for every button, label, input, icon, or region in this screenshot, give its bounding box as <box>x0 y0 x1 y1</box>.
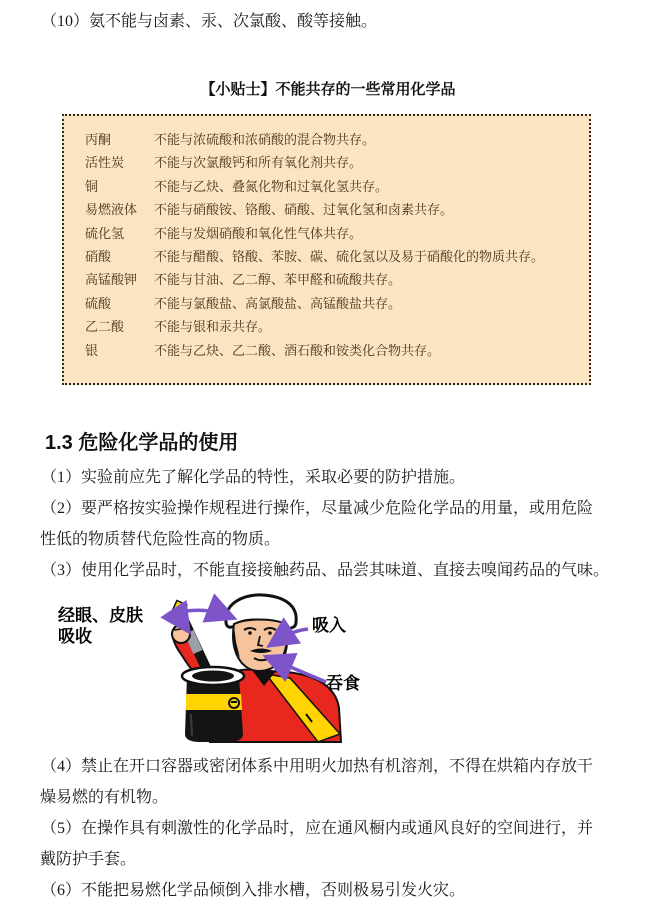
chemical-name: 活性炭 <box>85 156 125 172</box>
paragraph-3: （3）使用化学品时，不能直接接触药品、品尝其味道、直接去嗅闻药品的气味。 <box>41 562 610 579</box>
tip-row <box>85 269 583 292</box>
incompatibility-rule: 不能与浓硫酸和浓硝酸的混合物共存。 <box>154 133 376 148</box>
incompatibility-rule: 不能与银和汞共存。 <box>154 320 272 336</box>
incompatibility-rule: 不能与氯酸盐、高氯酸盐、高锰酸盐共存。 <box>154 296 402 312</box>
tip-row <box>85 199 583 222</box>
tip-row <box>85 293 583 316</box>
incompatibility-rule: 不能与甘油、乙二醇、苯甲醛和硫酸共存。 <box>154 273 402 289</box>
section-title: 1.3 危险化学品的使用 <box>45 432 239 454</box>
paragraph-2-line-2: 性低的物质替代危险性高的物质。 <box>40 531 281 548</box>
paragraph-4-line-2: 燥易燃的有机物。 <box>40 789 169 806</box>
chemical-name: 乙二酸 <box>85 320 125 336</box>
exposure-routes-figure <box>50 592 420 758</box>
tip-row <box>85 129 583 152</box>
paragraph-5-line-1: （5）在操作具有刺激性的化学品时，应在通风橱内或通风良好的空间进行，并 <box>41 820 594 837</box>
chemical-name: 硝酸 <box>85 250 112 266</box>
paragraph-2-line-1: （2）要严格按实验操作规程进行操作，尽量减少危险化学品的用量，或用危险 <box>41 500 594 517</box>
chemical-name: 铜 <box>85 179 99 195</box>
tip-row <box>85 223 583 246</box>
tip-box <box>62 114 591 385</box>
paragraph-5-line-2: 戴防护手套。 <box>40 851 137 868</box>
tip-rows <box>64 116 589 363</box>
incompatibility-rule: 不能与醋酸、铬酸、苯胺、碳、硫化氢以及易于硝酸化的物质共存。 <box>154 250 545 266</box>
chemical-name: 硫酸 <box>85 296 112 312</box>
incompatibility-rule: 不能与发烟硝酸和氧化性气体共存。 <box>154 226 363 242</box>
paragraph-4-line-1: （4）禁止在开口容器或密闭体系中用明火加热有机溶剂，不得在烘箱内存放干 <box>41 758 594 775</box>
paragraph-1: （1）实验前应先了解化学品的特性，采取必要的防护措施。 <box>41 469 466 486</box>
incompatibility-rule: 不能与乙炔、叠氮化物和过氧化氢共存。 <box>154 179 389 195</box>
tip-heading: 【小贴士】不能共存的一些常用化学品 <box>200 81 456 98</box>
chemical-name: 硫化氢 <box>85 226 125 242</box>
chemical-name: 银 <box>85 343 99 359</box>
tip-row <box>85 246 583 269</box>
incompatibility-rule: 不能与硝酸铵、铬酸、硝酸、过氧化氢和卤素共存。 <box>154 203 454 219</box>
label-eye-skin-absorption: 经眼、皮肤 吸收 <box>58 606 143 646</box>
label-ingestion: 吞食 <box>326 674 360 693</box>
tip-row <box>85 176 583 199</box>
tip-row <box>85 340 583 363</box>
chemical-name: 丙酮 <box>85 133 112 148</box>
paragraph-6: （6）不能把易燃化学品倾倒入排水槽，否则极易引发火灾。 <box>41 882 466 899</box>
incompatibility-rule: 不能与次氯酸钙和所有氧化剂共存。 <box>154 156 363 172</box>
label-inhalation: 吸入 <box>312 616 346 635</box>
chemical-name: 高锰酸钾 <box>85 273 138 289</box>
tip-row <box>85 152 583 175</box>
chemical-name: 易燃液体 <box>85 203 138 219</box>
tip-row <box>85 316 583 339</box>
paragraph-ammonia-rule: （10）氨不能与卤素、汞、次氯酸、酸等接触。 <box>41 13 378 30</box>
incompatibility-rule: 不能与乙炔、乙二酸、酒石酸和铵类化合物共存。 <box>154 343 441 359</box>
